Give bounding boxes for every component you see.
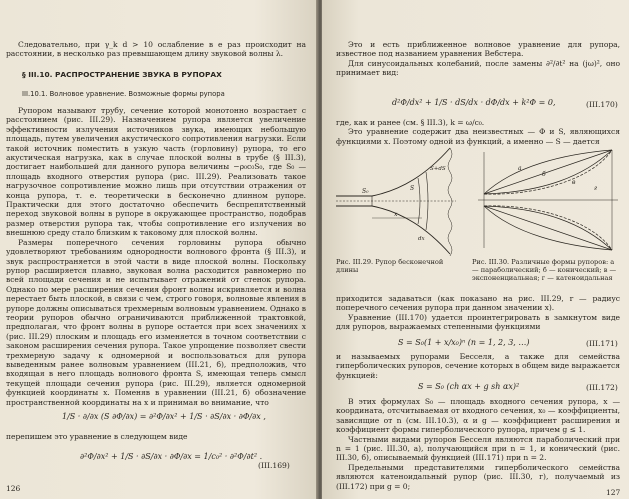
fig29-label-s-ds: S+dS — [430, 166, 446, 172]
left-page-number: 126 — [6, 484, 21, 493]
equation-webster-expansion: 1/S · ∂/∂x (S ∂Φ/∂x) = ∂²Φ/∂x² + 1/S · ∂S/∂x · ∂Φ/∂x , — [62, 412, 266, 421]
horn-upper-wall — [336, 148, 450, 196]
right-lower-paragraphs: приходится задаваться (как показано на рис. III.29, r — радиус поперечного сечения рупора при данном значении x). Уравнение (III.170) удается проинтегрировать в замкнутом виде для рупоров, выражаемых степенными функциями — [336, 294, 620, 332]
right-bessel-paragraph: и называемых рупорами Бесселя, а также для семейства гиперболических рупоров, сечение которых в общем виде выражается функцией: — [336, 352, 620, 380]
horn-wavy-end — [448, 148, 452, 256]
equation-171-number: (III.171) — [586, 339, 618, 348]
fig30-label-b: б — [542, 171, 546, 178]
fig30-label-v: в — [572, 179, 576, 186]
horn-lower-wall — [336, 206, 450, 254]
fig29-label-s0: S₀ — [362, 188, 369, 195]
fig29-label-x: x — [394, 211, 398, 218]
section-heading: § III.10. РАСПРОСТРАНЕНИЕ ЗВУКА В РУПОРАХ — [22, 70, 222, 79]
left-top-paragraph: Следовательно, при γ_k d > 10 ослабление в e раз происходит на расстоянии, в несколько раз превышающем длину звуковой волны λ. — [6, 40, 306, 59]
left-after-equation: перепишем это уравнение в следующем виде — [6, 432, 188, 441]
right-page — [322, 0, 629, 499]
equation-169-number: (III.169) — [258, 461, 290, 470]
equation-170: d²Φ/dx² + 1/S · dS/dx · dΦ/dx + k²Φ = 0, — [392, 98, 556, 107]
equation-172-number: (III.172) — [586, 383, 618, 392]
fig29-label-s: S — [410, 185, 415, 192]
left-body-paragraph-1: Рупором называют трубу, сечение которой монотонно возрастает с расстоянием (рис. III.29). Назначением рупора является увеличение эффективности излучения источников звука, имеющих небольшую площадь, путем увеличения акустического сопротивления нагрузки. Если такой источник поместить в узкую часть (горловину) рупора, то его акустическая нагрузка, как в случае плоской волны в трубе (§ III.3), достигает наибольшей для данного рупора величины −ρ₀c₀S₀, где S₀ — площадь входного отверстия рупора (рис. III.29). Реализовать такое нагрузочное сопротивление можно лишь при отсутствии отражения от конца рупора, т. е. теоретически в бесконечно длинном рупоре. Практически для этого достаточно обеспечить беспрепятственный переход звуковой волны в рупоре в окружающее пространство, подобрав размер отверстия рупора так, чтобы сопротивление его излучения во внешнюю среду стало близким к таковому для плоской волны. — [6, 106, 306, 238]
left-body — [6, 106, 306, 407]
right-final-paragraphs: В этих формулах S₀ — площадь входного сечения рупора, x — координата, отсчитываемая от входного сечения, x₀ — коэффициенты, зависящие от n (см. III.10.3), α и g — коэффициент расширения и коэффициент формы гиперболического рупора, причем g ≤ 1. Частными видами рупоров Бесселя являются параболический при n = 1 (рис. III.30, а), получающийся при n = 1, и конический (рис. III.30, б), описываемый функцией (III.171) при n = 2. Предельными представителями гиперболического семейства являются катеноидальный рупор (рис. III.30, г), получаемый из (III.172) при g = 0; — [336, 397, 620, 491]
figure-29-caption: Рис. III.29. Рупор бесконечной длины — [336, 258, 444, 274]
right-mid-paragraphs: где, как и ранее (см. § III.3), k = ω/c₀. Это уравнение содержит два неизвестных — Φ и S, являющихся функциями x. Поэтому одной из функций, а именно — S — дается — [336, 118, 620, 146]
figure-horn-infinite — [332, 146, 472, 256]
right-page-number: 127 — [606, 488, 621, 497]
left-body-paragraph-2: Размеры поперечного сечения горловины рупора обычно удовлетворяют требованиям однородности волнового фронта (§ III.3), и звук распространяется в этой части в виде плоской волны. Поскольку рупор расширяется плавно, звуковая волна расходится равномерно по всей площади сечения и не испытывает отражений от стенок рупора. Однако по мере расширения сечения фронт волны искривляется и волна перестает быть плоской, в связи с чем, строго говоря, волновые явления в рупоре должны описываться трехмерным волновым уравнением. Однако в теории рупоров обычно ограничиваются приближенной трактовкой, предполагая, что фронт волны в рупоре остается при всех значениях x (рис. III.29) плоским и площадь его изменяется в точном соответствии с законом расширения сечения рупора. Такое упрощение позволяет свести трехмерную задачу к одномерной и воспользоваться для рупора выведенным ранее волновым уравнением (III.21, б), предположив, что входящая в него площадь волнового фронта S, имеющая теперь смысл текущей площади сечения рупора (рис. III.29), является одномерной функцией координаты x. Поменяв в уравнении (III.21, б) обозначение пространственной координаты на x и принимая во внимание, что — [6, 237, 306, 407]
equation-172: S = S₀ (ch αx + g sh αx)² — [418, 382, 520, 391]
fig30-label-g: г — [594, 185, 598, 192]
equation-171: S = S₀(1 + x/x₀)ⁿ (n = 1, 2, 3, …) — [398, 338, 530, 347]
subsection-heading: III.10.1. Волновое уравнение. Возможные формы рупора — [22, 90, 225, 98]
equation-169: ∂²Φ/∂x² + 1/S · ∂S/∂x · ∂Φ/∂x = 1/c₀² · ∂²Φ/∂t² . — [80, 452, 263, 461]
figure-horn-shapes — [474, 146, 622, 254]
right-top-paragraphs: Это и есть приближенное волновое уравнение для рупора, известное под названием уравнения Вебстера. Для синусоидальных колебаний, после замены ∂²/∂t² на (jω)², оно принимает вид: — [336, 40, 620, 78]
equation-170-number: (III.170) — [586, 100, 618, 109]
fig29-label-dx: dx — [418, 236, 425, 242]
fig30-label-a: а — [518, 165, 522, 172]
figure-30-caption: Рис. III.30. Различные формы рупоров: а — параболический; б — конический; в — экспоненциальная; г — катеноидальная — [472, 258, 617, 282]
